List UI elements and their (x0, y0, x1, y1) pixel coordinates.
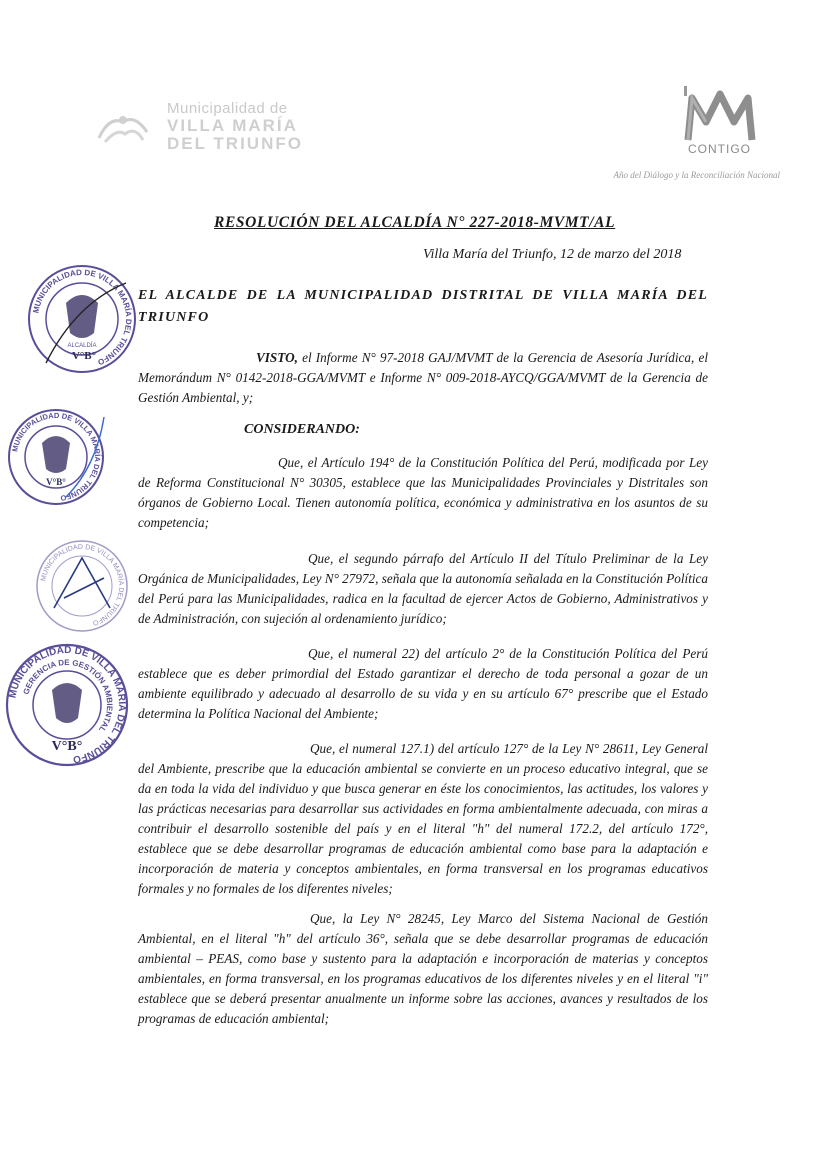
paragraph-text: Que, la Ley N° 28245, Ley Marco del Sistema Nacional de Gestión Ambiental, en el literal "h" del artículo 36°, señala que se debe desarrollar programas de educación ambiental – PEAS, como base y sustento para la adaptación e incorporación de materias y conceptos ambientales, en forma transversal, en los programas educativos de los diferentes niveles y en el literal "i" establece que se deberá presentar anualmente un informe sobre las acciones, avances y resultados de los programas de educación ambiental; (138, 911, 708, 1026)
gestion-ambiental-stamp (4, 642, 130, 768)
considerando-paragraph (138, 909, 708, 1029)
considerando-paragraph (138, 644, 708, 724)
paragraph-text: Que, el numeral 22) del artículo 2° de la Constitución Política del Perú establece que es deber primordial del Estado garantizar el derecho de toda personal a gozar de un ambiente equilibrado y adecuado al desarrollo de su vida y en su artículo 67° prescribe que el Estado determina la Política Nacional del Ambiente; (138, 646, 708, 721)
coat-of-arms-icon (52, 683, 82, 723)
contigo-logo (670, 80, 770, 170)
stamp-vb-text: V°B° (51, 739, 83, 754)
logo-line-3: DEL TRIUNFO (167, 134, 303, 153)
stamp-ring-text: MUNICIPALIDAD DE VILLA MARÍA DEL TRIUNFO (31, 267, 134, 367)
resolution-date: Villa María del Triunfo, 12 de marzo del 2018 (423, 247, 682, 262)
paragraph-text: Que, el Artículo 194° de la Constitución Política del Perú, modificada por Ley de Reforma Constitucional N° 30305, establece que las Municipalidades Provinciales y Distritales son órganos de Gobierno Local. Tienen autonomía política, económica y administrativa en los asuntos de su competencia; (138, 455, 708, 530)
visto-label: VISTO, (256, 350, 298, 365)
stamp-ring-text: MUNICIPALIDAD DE VILLA MARÍA DEL TRIUNFO (40, 543, 125, 627)
considerando-paragraph (138, 739, 708, 899)
stamp-vb-text: V°B° (46, 477, 66, 487)
paragraph-text: Que, el numeral 127.1) del artículo 127° de la Ley N° 28611, Ley General del Ambiente, prescribe que la educación ambiental se convierte en un proceso educativo integral, que se da en toda la vida del individuo y que busca generar en éste los conocimientos, las actitudes, los valores y las prácticas necesarias para desarrollar sus actividades en forma ambientalmente adecuada, con miras a contribuir el desarrollo sostenible del país y en el literal "h" del numeral 172.2, del artículo 172°, establece que se debe desarrollar programas de educación ambiental como base para la adaptación e incorporación de materia y conceptos ambientales, en forma transversal en los programas educativos formales y no formales de los diferentes niveles; (138, 741, 708, 896)
considerando-paragraph (138, 549, 708, 629)
municipal-stamp (6, 407, 106, 507)
resolution-title: RESOLUCIÓN DEL ALCALDÍA N° 227-2018-MVMT/AL (214, 214, 616, 231)
stamp-inner-ring-text: GERENCIA DE GESTIÓN AMBIENTAL (21, 657, 115, 734)
logo-line-1: Municipalidad de (167, 100, 288, 117)
stamp-ring-text: MUNICIPALIDAD DE VILLA MARÍA DEL TRIUNFO (7, 644, 128, 765)
logo-line-2: VILLA MARÍA (167, 116, 298, 135)
visto-paragraph (138, 348, 708, 408)
year-motto: Año del Diálogo y la Reconciliación Nacional (613, 170, 780, 180)
stamp-vb-text: V°B° (71, 350, 97, 362)
considerando-heading: CONSIDERANDO: (244, 422, 360, 437)
alcaldia-stamp (26, 263, 138, 375)
municipal-stamp-faded (34, 538, 130, 634)
contigo-label: CONTIGO (688, 142, 751, 156)
considerando-paragraph (138, 453, 708, 533)
municipality-emblem-icon (95, 108, 151, 148)
coat-of-arms-icon (42, 436, 70, 473)
stamp-ring-text: MUNICIPALIDAD DE VILLA MARÍA DEL TRIUNFO (10, 410, 103, 503)
visto-text: el Informe N° 97-2018 GAJ/MVMT de la Gerencia de Asesoría Jurídica, el Memorándum N° 0142-2018-GGA/MVMT e Informe N° 009-2018-AYCQ/GGA/MVMT de la Gerencia de Gestión Ambiental, y; (138, 350, 709, 405)
contigo-logo-icon (670, 80, 770, 170)
stamp-sub-text: ALCALDÍA (67, 343, 97, 349)
paragraph-text: Que, el segundo párrafo del Artículo II del Título Preliminar de la Ley Orgánica de Municipalidades, Ley N° 27972, señala que la autonomía señalada en la Constitución Política del Perú para las Municipalidades, radica en la facultad de ejercer Actos de Gobierno, Administrativos y de Administración, con sujeción al ordenamiento jurídico; (138, 551, 708, 626)
signature-stroke (54, 558, 110, 608)
issuer-heading: EL ALCALDE DE LA MUNICIPALIDAD DISTRITAL DE VILLA MARÍA DEL TRIUNFO (138, 288, 708, 325)
municipality-logo (95, 98, 325, 158)
